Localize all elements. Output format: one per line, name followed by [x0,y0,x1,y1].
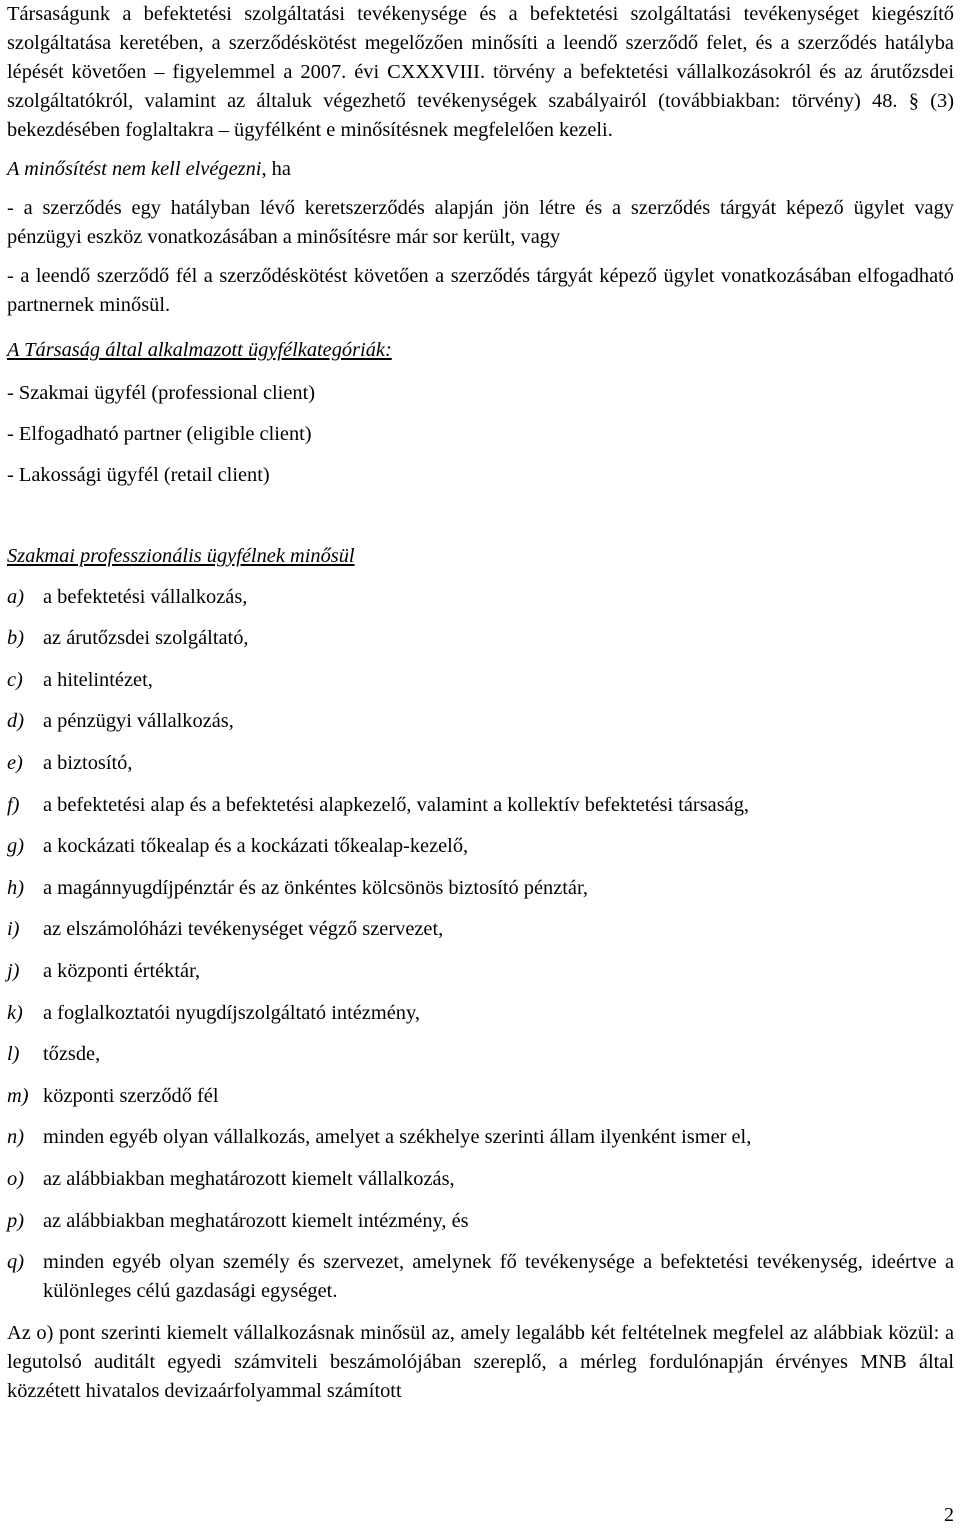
list-item-label: p) [7,1209,24,1232]
list-item-label: g) [7,835,24,858]
list-item [7,915,954,944]
list-item-label: o) [7,1167,24,1190]
list-item-label: c) [7,668,23,691]
list-item-text: minden egyéb olyan személy és szervezet, amelynek fő tevékenysége a befektetési tevékenység, ideértve a különleges célú gazdasági egységet. [43,1251,954,1303]
list-item-text: az alábbiakban meghatározott kiemelt intézmény, és [43,1209,469,1232]
exemption-item: - a szerződés egy hatályban lévő keretszerződés alapján jön létre és a szerződés tárgyát képező ügylet vagy pénzügyi eszköz vonatkozásában a minősítésre már sor került, vagy [7,197,954,248]
exemption-heading-line [7,155,954,184]
list-item-label: q) [7,1251,24,1274]
list-item-text: a hitelintézet, [43,668,153,691]
list-item-text: minden egyéb olyan vállalkozás, amelyet a székhelye szerinti állam ilyenként ismer el, [43,1126,752,1149]
list-item-label: l) [7,1043,20,1066]
list-item-label: d) [7,710,24,733]
category-item: - Szakmai ügyfél (professional client) [7,382,316,404]
list-item-text: a magánnyugdíjpénztár és az önkéntes kölcsönös biztosító pénztár, [43,876,589,899]
list-item-text: a foglalkoztatói nyugdíjszolgáltató intézmény, [43,1001,420,1024]
exemption-heading-suffix: , ha [261,158,291,180]
list-item [7,1040,954,1069]
list-item [7,1082,954,1111]
exemption-heading: A minősítést nem kell elvégezni [7,158,262,180]
list-item-label: m) [7,1084,29,1107]
list-item [7,957,954,986]
list-item [7,707,954,736]
list-item-label: h) [7,876,24,899]
list-item [7,1248,954,1306]
categories-heading: A Társaság által alkalmazott ügyfélkategóriák: [7,339,392,361]
exemption-item: - a leendő szerződő fél a szerződéskötést követően a szerződés tárgyát képező ügylet vonatkozásában elfogadható partnernek minősül. [7,265,954,316]
list-item [7,791,954,820]
list-item-text: a befektetési alap és a befektetési alapkezelő, valamint a kollektív befektetési társaság, [43,793,749,816]
list-item-text: központi szerződő fél [43,1084,219,1107]
list-item [7,666,954,695]
list-item [7,1123,954,1152]
list-item-text: az elszámolóházi tevékenységet végző szervezet, [43,918,444,941]
list-item-label: f) [7,793,20,816]
list-item [7,624,954,653]
list-item-text: a biztosító, [43,751,133,774]
list-item-label: i) [7,918,20,941]
list-item [7,583,954,612]
list-item [7,1207,954,1236]
list-item [7,874,954,903]
list-item-text: az alábbiakban meghatározott kiemelt vállalkozás, [43,1167,455,1190]
professional-heading: Szakmai professzionális ügyfélnek minősül [7,545,355,567]
professional-list [7,583,954,1307]
list-item-label: a) [7,585,24,608]
list-item-text: az árutőzsdei szolgáltató, [43,627,249,650]
list-item-label: k) [7,1001,23,1024]
list-item-text: a központi értéktár, [43,959,201,982]
list-item-text: a kockázati tőkealap és a kockázati tőkealap-kezelő, [43,835,469,858]
list-item-label: b) [7,627,24,650]
list-item [7,832,954,861]
closing-paragraph: Az o) pont szerinti kiemelt vállalkozásnak minősül az, amely legalább két feltételnek megfelel az alábbiak közül: a legutolsó auditált egyedi számviteli beszámolójában szereplő, a mérleg fordulónapján érvényes MNB által közzétett hivatalos devizaárfolyammal számított [7,1322,954,1403]
category-item: - Lakossági ügyfél (retail client) [7,464,270,486]
list-item [7,1165,954,1194]
intro-paragraph: Társaságunk a befektetési szolgáltatási tevékenysége és a befektetési szolgáltatási tevékenységet kiegészítő szolgáltatása keretében, a szerződéskötést megelőzően minősíti a leendő szerződő felet, és a szerződés hatályba lépését követően – figyelemmel a 2007. évi CXXXVIII. törvény a befektetési vállalkozásokról és az árutőzsdei szolgáltatókról, valamint az általuk végezhető tevékenységek szabályairól (továbbiakban: törvény) 48. § (3) bekezdésében foglaltakra – ügyfélként e minősítésnek megfelelően kezeli. [7,3,954,141]
category-item: - Elfogadható partner (eligible client) [7,423,312,445]
list-item-text: a pénzügyi vállalkozás, [43,710,234,733]
list-item-label: j) [7,959,20,982]
list-item [7,749,954,778]
list-item-label: e) [7,751,23,774]
list-item-label: n) [7,1126,24,1149]
list-item-text: tőzsde, [43,1043,101,1066]
page-number: 2 [944,1504,954,1526]
list-item [7,999,954,1028]
list-item-text: a befektetési vállalkozás, [43,585,248,608]
